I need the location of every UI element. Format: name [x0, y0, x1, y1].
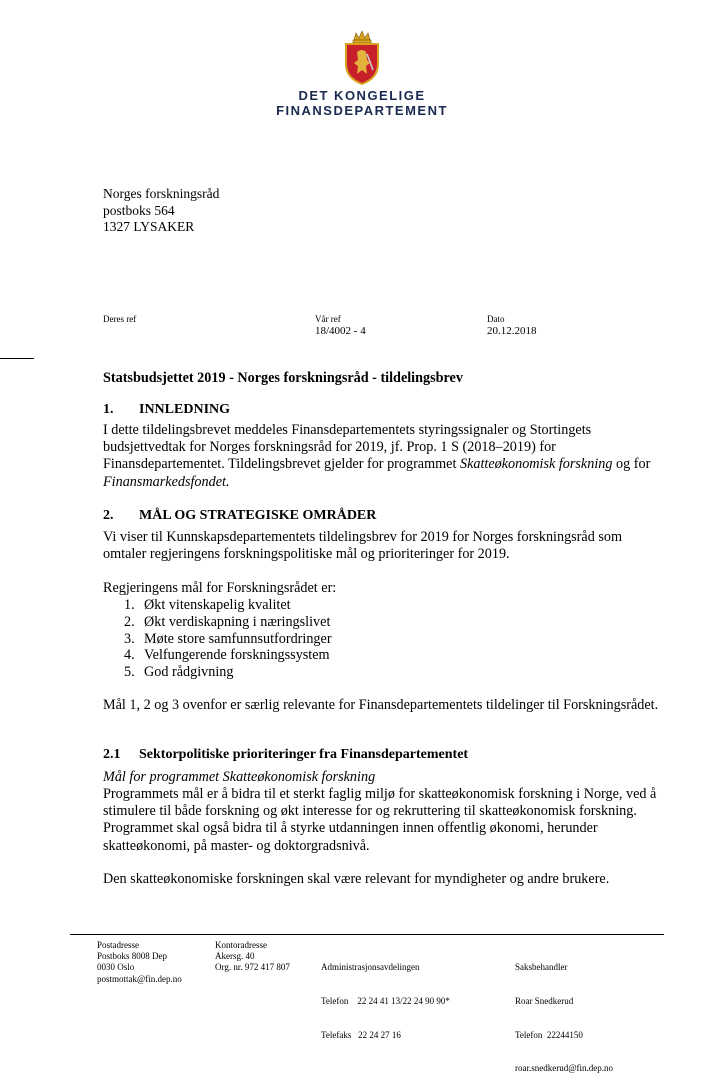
- list-item: 2. Økt verdiskapning i næringslivet: [124, 613, 331, 630]
- section-2-heading: [103, 507, 663, 524]
- dato-label: Dato: [487, 314, 505, 324]
- section-2-1-paragraph-2: Den skatteøkonomiske forskningen skal være relevant for myndigheter og andre brukere.: [103, 871, 610, 887]
- fold-mark: [0, 358, 34, 359]
- recipient-street: postboks 564: [103, 202, 175, 218]
- recipient-city: 1327 LYSAKER: [103, 219, 195, 234]
- recipient-address: [103, 186, 219, 236]
- section-2-number: 2.: [103, 508, 114, 523]
- footer-office: Kontoradresse Akersg. 40 Org. nr. 972 417 807: [215, 940, 290, 973]
- section-2-1-subheading: Mål for programmet Skatteøkonomisk forskning: [103, 769, 376, 785]
- footer-email-link[interactable]: postmottak@fin.dep.no: [97, 973, 182, 984]
- list-item: 5. God rådgivning: [124, 664, 234, 681]
- section-2-1-paragraph-1: Programmets mål er å bidra til et sterkt faglig miljø for skatteøkonomisk forskning i Norge, ved å stimulere til både forskning og økt interesse for og rekruttering til skatteøkonomisk forskning. Programmet skal også bidra til å styrke utdanningen innen offentlig økonomi, herunder skatteøkonomi, på master- og doktorgradsnivå.: [103, 786, 657, 854]
- var-ref-label: Vår ref: [315, 314, 341, 324]
- list-item: 3. Møte store samfunnsutfordringer: [124, 630, 332, 647]
- logo-line-1: DET KONGELIGE: [298, 88, 426, 103]
- deres-ref-label: Deres ref: [103, 314, 137, 324]
- goals-intro: Regjeringens mål for Forskningsrådet er:: [103, 580, 337, 596]
- section-1-heading: [103, 401, 663, 418]
- section-2-title: MÅL OG STRATEGISKE OMRÅDER: [139, 508, 377, 523]
- section-2-paragraph-1: Vi viser til Kunnskapsdepartementets tildelingsbrev for 2019 for Norges forskningsråd som omtaler regjeringens forskningspolitiske mål og prioriteringer for 2019.: [103, 529, 622, 563]
- section-2-1-number: 2.1: [103, 747, 121, 762]
- logo-line-2: FINANSDEPARTEMENT: [276, 103, 448, 118]
- page-title: Statsbudsjettet 2019 - Norges forskningsråd - tildelingsbrev: [103, 370, 463, 386]
- recipient-name: Norges forskningsråd: [103, 186, 220, 201]
- footer-divider: [70, 934, 664, 935]
- footer-admin: Administrasjonsavdelingen Telefon 22 24 41 13/22 24 90 90* Telefaks 22 24 27 16: [321, 962, 450, 1040]
- coat-of-arms-icon: [340, 30, 384, 86]
- program-name-italic: Skatteøkonomisk forskning: [459, 456, 613, 473]
- section-1-number: 1.: [103, 402, 114, 417]
- section-2-1-heading: [103, 746, 663, 763]
- list-item: 1. Økt vitenskapelig kvalitet: [124, 597, 291, 613]
- footer-case-officer: Saksbehandler Roar Snedkerud Telefon 22244150 roar.snedkerud@fin.dep.no: [515, 962, 614, 1074]
- dato-value: 20.12.2018: [487, 325, 537, 337]
- goals-list: [124, 597, 332, 681]
- footer-officer-email-link[interactable]: roar.snedkerud@fin.dep.no: [515, 1063, 614, 1074]
- footer-postal: Postadresse Postboks 8008 Dep 0030 Oslo postmottak@fin.dep.no: [97, 940, 182, 984]
- section-2-paragraph-2: Mål 1, 2 og 3 ovenfor er særlig relevante for Finansdepartementets tildelinger til Forskningsrådet.: [103, 697, 659, 713]
- list-item: 4. Velfungerende forskningssystem: [124, 647, 330, 664]
- section-1-title: INNLEDNING: [139, 402, 231, 417]
- section-1-paragraph: I dette tildelingsbrevet meddeles Finansdepartementets styringssignaler og Stortingets budsjettvedtak for Norges forskningsråd for 2019, jf. Prop. 1 S (2018–2019) for Finansdepartementet. Tildelingsbrevet gjelder for programmet Skatteøkonomisk forskning og for Finansmarkedsfondet.: [103, 422, 651, 490]
- var-ref-value: 18/4002 - 4: [315, 325, 366, 337]
- fund-name-italic: Finansmarkedsfondet.: [103, 473, 230, 490]
- section-2-1-title: Sektorpolitiske prioriteringer fra Finansdepartementet: [139, 747, 469, 762]
